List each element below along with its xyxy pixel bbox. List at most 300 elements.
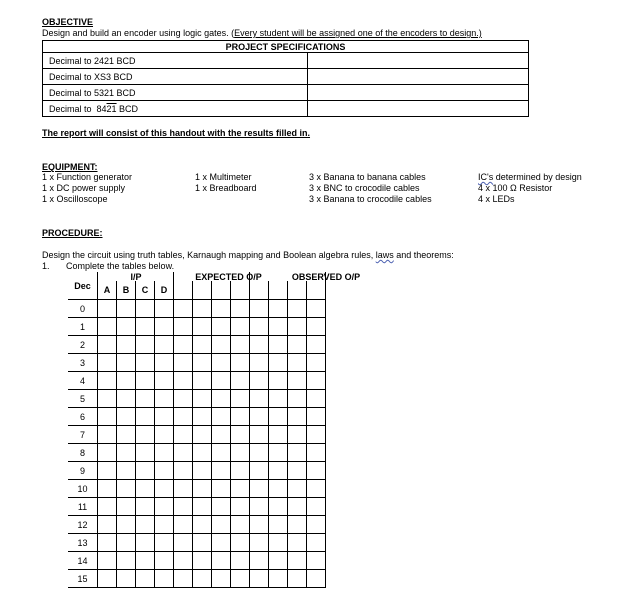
input-cell[interactable] bbox=[117, 534, 136, 552]
dec-value: 12 bbox=[68, 516, 98, 534]
observed-output-cell[interactable] bbox=[307, 444, 326, 462]
dec-value: 13 bbox=[68, 534, 98, 552]
expected-output-cell[interactable] bbox=[212, 516, 231, 534]
expected-output-cell[interactable] bbox=[231, 498, 250, 516]
input-cell[interactable] bbox=[98, 570, 117, 588]
observed-output-cell[interactable] bbox=[307, 552, 326, 570]
spec-option: Decimal to 5321 BCD bbox=[43, 85, 308, 101]
equipment-item: 1 x Multimeter bbox=[195, 172, 252, 182]
dec-value: 6 bbox=[68, 408, 98, 426]
observed-output-cell[interactable] bbox=[269, 318, 288, 336]
expected-output-cell[interactable] bbox=[193, 300, 212, 318]
observed-output-cell[interactable] bbox=[250, 570, 269, 588]
input-cell[interactable] bbox=[117, 462, 136, 480]
truth-table bbox=[68, 272, 326, 588]
table-row bbox=[68, 444, 326, 462]
input-cell[interactable] bbox=[136, 336, 155, 354]
expected-output-cell[interactable] bbox=[212, 552, 231, 570]
table-row bbox=[68, 462, 326, 480]
observed-output-cell[interactable] bbox=[269, 372, 288, 390]
expected-output-cell[interactable] bbox=[193, 552, 212, 570]
observed-output-cell[interactable] bbox=[288, 462, 307, 480]
observed-output-cell[interactable] bbox=[250, 552, 269, 570]
expected-output-cell[interactable] bbox=[193, 318, 212, 336]
output-header-cell bbox=[250, 281, 269, 300]
header-spacer bbox=[212, 272, 231, 281]
expected-output-cell[interactable] bbox=[231, 390, 250, 408]
equipment-col-4 bbox=[478, 172, 582, 205]
observed-output-cell[interactable] bbox=[269, 552, 288, 570]
dec-value: 7 bbox=[68, 426, 98, 444]
table-row bbox=[68, 318, 326, 336]
dec-header: Dec bbox=[68, 281, 98, 300]
expected-output-cell[interactable] bbox=[212, 390, 231, 408]
table-row bbox=[68, 480, 326, 498]
table-row bbox=[68, 516, 326, 534]
objective-heading: OBJECTIVE bbox=[42, 17, 94, 27]
expected-output-cell[interactable] bbox=[231, 354, 250, 372]
expected-output-cell[interactable] bbox=[212, 372, 231, 390]
observed-output-cell[interactable] bbox=[288, 300, 307, 318]
input-cell[interactable] bbox=[136, 372, 155, 390]
input-cell[interactable] bbox=[117, 300, 136, 318]
expected-output-cell[interactable] bbox=[212, 408, 231, 426]
input-cell[interactable] bbox=[136, 390, 155, 408]
expected-output-cell[interactable] bbox=[212, 336, 231, 354]
expected-output-cell[interactable] bbox=[193, 390, 212, 408]
observed-output-cell[interactable] bbox=[307, 480, 326, 498]
input-cell[interactable] bbox=[98, 354, 117, 372]
output-header-cell bbox=[212, 281, 231, 300]
input-cell[interactable] bbox=[155, 336, 174, 354]
input-cell[interactable] bbox=[117, 480, 136, 498]
input-cell[interactable] bbox=[117, 498, 136, 516]
observed-output-cell[interactable] bbox=[307, 426, 326, 444]
observed-output-cell[interactable] bbox=[288, 372, 307, 390]
output-header-cell bbox=[174, 281, 193, 300]
input-cell[interactable] bbox=[98, 516, 117, 534]
spec-selection-cell[interactable] bbox=[308, 101, 529, 117]
equipment-item: 1 x Breadboard bbox=[195, 183, 257, 193]
spec-option-overlined-digits: 21 bbox=[106, 103, 117, 114]
observed-output-cell[interactable] bbox=[288, 444, 307, 462]
observed-output-cell[interactable] bbox=[269, 336, 288, 354]
observed-output-cell[interactable] bbox=[288, 534, 307, 552]
header-spacer bbox=[307, 272, 326, 281]
output-header-cell bbox=[288, 281, 307, 300]
header-spacer bbox=[288, 272, 307, 281]
expected-output-cell[interactable] bbox=[212, 498, 231, 516]
input-header-b: B bbox=[117, 281, 136, 300]
spec-option-suffix: BCD bbox=[116, 103, 139, 114]
expected-output-cell[interactable] bbox=[193, 462, 212, 480]
equipment-heading: EQUIPMENT: bbox=[42, 162, 98, 172]
table-row bbox=[68, 408, 326, 426]
expected-output-cell[interactable] bbox=[212, 534, 231, 552]
expected-output-cell[interactable] bbox=[231, 444, 250, 462]
observed-output-cell[interactable] bbox=[269, 462, 288, 480]
expected-output-cell[interactable] bbox=[231, 552, 250, 570]
input-cell[interactable] bbox=[98, 408, 117, 426]
expected-output-cell[interactable] bbox=[193, 444, 212, 462]
observed-output-cell[interactable] bbox=[250, 318, 269, 336]
equipment-item: 1 x DC power supply bbox=[42, 183, 126, 193]
observed-output-cell[interactable] bbox=[269, 480, 288, 498]
observed-output-cell[interactable] bbox=[288, 336, 307, 354]
expected-output-cell[interactable] bbox=[231, 318, 250, 336]
expected-output-cell[interactable] bbox=[231, 570, 250, 588]
expected-output-cell[interactable] bbox=[193, 570, 212, 588]
expected-output-cell[interactable] bbox=[174, 318, 193, 336]
spec-option: Decimal to 2421 BCD bbox=[43, 53, 308, 69]
input-cell[interactable] bbox=[98, 552, 117, 570]
expected-output-cell[interactable] bbox=[212, 426, 231, 444]
expected-output-cell[interactable] bbox=[231, 516, 250, 534]
equipment-col-3 bbox=[309, 172, 432, 205]
dec-header-spacer bbox=[68, 272, 98, 281]
input-cell[interactable] bbox=[155, 552, 174, 570]
observed-output-cell[interactable] bbox=[250, 354, 269, 372]
equipment-item: 3 x Banana to banana cables bbox=[309, 172, 426, 182]
expected-output-cell[interactable] bbox=[212, 300, 231, 318]
table-row bbox=[68, 426, 326, 444]
expected-output-cell[interactable] bbox=[193, 372, 212, 390]
expected-output-cell[interactable] bbox=[231, 462, 250, 480]
input-cell[interactable] bbox=[98, 462, 117, 480]
spec-row bbox=[43, 101, 529, 117]
input-cell[interactable] bbox=[98, 426, 117, 444]
observed-output-cell[interactable] bbox=[250, 498, 269, 516]
ip-label: I/P bbox=[130, 272, 142, 282]
dec-value: 2 bbox=[68, 336, 98, 354]
expected-output-cell[interactable] bbox=[231, 408, 250, 426]
observed-output-cell[interactable] bbox=[288, 516, 307, 534]
observed-output-cell[interactable] bbox=[250, 534, 269, 552]
input-cell[interactable] bbox=[155, 318, 174, 336]
equipment-item: 4 x LEDs bbox=[478, 194, 515, 204]
expected-output-cell[interactable] bbox=[212, 570, 231, 588]
header-spacer bbox=[155, 272, 174, 281]
expected-output-cell[interactable] bbox=[193, 480, 212, 498]
expected-output-cell[interactable] bbox=[193, 354, 212, 372]
expected-output-cell[interactable] bbox=[193, 336, 212, 354]
procedure-step-number: 1. bbox=[42, 261, 50, 271]
input-cell[interactable] bbox=[155, 408, 174, 426]
observed-output-cell[interactable] bbox=[307, 462, 326, 480]
dec-value: 14 bbox=[68, 552, 98, 570]
input-cell[interactable] bbox=[117, 570, 136, 588]
observed-output-cell[interactable] bbox=[250, 336, 269, 354]
expected-output-cell[interactable] bbox=[174, 336, 193, 354]
input-header-d: D bbox=[155, 281, 174, 300]
expected-output-cell[interactable] bbox=[174, 552, 193, 570]
equipment-col-1 bbox=[42, 172, 132, 205]
observed-output-cell[interactable] bbox=[307, 498, 326, 516]
observed-output-cell[interactable] bbox=[288, 498, 307, 516]
table-row bbox=[68, 354, 326, 372]
observed-output-cell[interactable] bbox=[288, 552, 307, 570]
observed-output-cell[interactable] bbox=[307, 516, 326, 534]
expected-output-cell[interactable] bbox=[231, 336, 250, 354]
observed-output-cell[interactable] bbox=[250, 516, 269, 534]
input-cell[interactable] bbox=[117, 516, 136, 534]
observed-output-cell[interactable] bbox=[269, 408, 288, 426]
spec-header: PROJECT SPECIFICATIONS bbox=[43, 41, 529, 53]
output-header-cell bbox=[231, 281, 250, 300]
observed-output-cell[interactable] bbox=[269, 498, 288, 516]
input-cell[interactable] bbox=[136, 444, 155, 462]
dec-value: 10 bbox=[68, 480, 98, 498]
table-row bbox=[68, 372, 326, 390]
observed-output-cell[interactable] bbox=[269, 426, 288, 444]
observed-output-cell[interactable] bbox=[307, 390, 326, 408]
expected-output-cell[interactable] bbox=[231, 480, 250, 498]
input-cell[interactable] bbox=[155, 426, 174, 444]
observed-output-cell[interactable] bbox=[288, 480, 307, 498]
equipment-item: 3 x Banana to crocodile cables bbox=[309, 194, 432, 204]
observed-op-label: OBSERVED O/P bbox=[291, 272, 361, 282]
input-cell[interactable] bbox=[98, 372, 117, 390]
observed-output-cell[interactable] bbox=[269, 390, 288, 408]
input-cell[interactable] bbox=[136, 426, 155, 444]
input-cell[interactable] bbox=[136, 354, 155, 372]
observed-output-cell[interactable] bbox=[288, 390, 307, 408]
expected-output-cell[interactable] bbox=[212, 354, 231, 372]
observed-output-cell[interactable] bbox=[307, 354, 326, 372]
equipment-item bbox=[478, 172, 582, 183]
observed-output-cell[interactable] bbox=[250, 408, 269, 426]
observed-output-cell[interactable] bbox=[288, 408, 307, 426]
input-cell[interactable] bbox=[98, 300, 117, 318]
equipment-ics-rest: determined by design bbox=[493, 172, 582, 182]
expected-output-cell[interactable] bbox=[193, 534, 212, 552]
expected-output-cell[interactable] bbox=[174, 300, 193, 318]
input-cell[interactable] bbox=[136, 300, 155, 318]
input-cell[interactable] bbox=[98, 444, 117, 462]
input-header-a: A bbox=[98, 281, 117, 300]
input-cell[interactable] bbox=[117, 372, 136, 390]
observed-output-cell[interactable] bbox=[250, 462, 269, 480]
input-cell[interactable] bbox=[117, 426, 136, 444]
observed-output-cell[interactable] bbox=[250, 372, 269, 390]
observed-output-cell[interactable] bbox=[269, 444, 288, 462]
expected-output-cell[interactable] bbox=[212, 480, 231, 498]
input-cell[interactable] bbox=[136, 318, 155, 336]
observed-output-cell[interactable] bbox=[269, 534, 288, 552]
dec-value: 5 bbox=[68, 390, 98, 408]
expected-output-cell[interactable] bbox=[193, 408, 212, 426]
observed-output-cell[interactable] bbox=[307, 300, 326, 318]
expected-output-cell[interactable] bbox=[231, 534, 250, 552]
dec-value: 0 bbox=[68, 300, 98, 318]
input-cell[interactable] bbox=[136, 480, 155, 498]
input-cell[interactable] bbox=[98, 390, 117, 408]
expected-output-cell[interactable] bbox=[174, 462, 193, 480]
dec-value: 1 bbox=[68, 318, 98, 336]
input-cell[interactable] bbox=[136, 516, 155, 534]
input-cell[interactable] bbox=[117, 408, 136, 426]
input-cell[interactable] bbox=[155, 480, 174, 498]
observed-output-cell[interactable] bbox=[269, 516, 288, 534]
header-spacer bbox=[136, 272, 155, 281]
project-specifications-table bbox=[42, 40, 529, 117]
equipment-item: 3 x BNC to crocodile cables bbox=[309, 183, 420, 193]
input-cell[interactable] bbox=[136, 408, 155, 426]
dec-value: 15 bbox=[68, 570, 98, 588]
expected-output-cell[interactable] bbox=[174, 426, 193, 444]
input-header-c: C bbox=[136, 281, 155, 300]
procedure-laws-word: laws bbox=[375, 250, 394, 260]
input-cell[interactable] bbox=[117, 444, 136, 462]
header-spacer bbox=[193, 272, 212, 281]
expected-output-cell[interactable] bbox=[212, 462, 231, 480]
spec-option bbox=[43, 101, 308, 117]
dec-value: 3 bbox=[68, 354, 98, 372]
dec-value: 11 bbox=[68, 498, 98, 516]
expected-output-cell[interactable] bbox=[193, 516, 212, 534]
input-cell[interactable] bbox=[117, 354, 136, 372]
input-cell[interactable] bbox=[155, 444, 174, 462]
procedure-heading: PROCEDURE: bbox=[42, 228, 103, 238]
input-cell[interactable] bbox=[155, 300, 174, 318]
output-header-cell bbox=[193, 281, 212, 300]
observed-output-cell[interactable] bbox=[288, 318, 307, 336]
input-cell[interactable] bbox=[98, 480, 117, 498]
header-spacer bbox=[98, 272, 117, 281]
expected-output-cell[interactable] bbox=[193, 498, 212, 516]
expected-output-cell[interactable] bbox=[174, 372, 193, 390]
dec-value: 9 bbox=[68, 462, 98, 480]
table-row bbox=[68, 498, 326, 516]
procedure-description bbox=[42, 250, 454, 261]
input-cell[interactable] bbox=[136, 534, 155, 552]
observed-output-cell[interactable] bbox=[250, 480, 269, 498]
expected-output-cell[interactable] bbox=[231, 372, 250, 390]
equipment-item: 1 x Function generator bbox=[42, 172, 133, 182]
spec-option: Decimal to XS3 BCD bbox=[43, 69, 308, 85]
input-cell[interactable] bbox=[155, 516, 174, 534]
expected-output-cell[interactable] bbox=[174, 390, 193, 408]
header-spacer bbox=[250, 272, 269, 281]
observed-output-cell[interactable] bbox=[250, 426, 269, 444]
input-cell[interactable] bbox=[117, 390, 136, 408]
input-cell[interactable] bbox=[136, 552, 155, 570]
observed-output-cell[interactable] bbox=[288, 426, 307, 444]
input-cell[interactable] bbox=[155, 534, 174, 552]
expected-output-cell[interactable] bbox=[174, 408, 193, 426]
spec-row bbox=[43, 85, 529, 101]
spec-selection-cell[interactable] bbox=[308, 69, 529, 85]
spec-row bbox=[43, 69, 529, 85]
input-cell[interactable] bbox=[155, 354, 174, 372]
dec-value: 4 bbox=[68, 372, 98, 390]
objective-text-start: Design and build an encoder using logic gates. ( bbox=[42, 28, 235, 38]
expected-output-cell[interactable] bbox=[174, 354, 193, 372]
equipment-item: 4 x 100 Ω Resistor bbox=[478, 183, 553, 193]
observed-output-cell[interactable] bbox=[307, 570, 326, 588]
equipment-item: 1 x Oscilloscope bbox=[42, 194, 108, 204]
procedure-text-end: and theorems: bbox=[393, 250, 454, 260]
table-row bbox=[68, 552, 326, 570]
output-header-cell bbox=[269, 281, 288, 300]
expected-output-cell[interactable] bbox=[212, 318, 231, 336]
observed-output-cell[interactable] bbox=[250, 444, 269, 462]
observed-output-cell[interactable] bbox=[250, 300, 269, 318]
input-cell[interactable] bbox=[155, 498, 174, 516]
table-row bbox=[68, 300, 326, 318]
report-note: The report will consist of this handout with the results filled in. bbox=[42, 128, 311, 138]
spec-row bbox=[43, 53, 529, 69]
input-cell[interactable] bbox=[117, 336, 136, 354]
input-cell[interactable] bbox=[117, 318, 136, 336]
observed-output-cell[interactable] bbox=[288, 354, 307, 372]
observed-output-cell[interactable] bbox=[269, 570, 288, 588]
input-cell[interactable] bbox=[136, 570, 155, 588]
output-header-cell bbox=[307, 281, 326, 300]
header-spacer bbox=[269, 272, 288, 281]
input-cell[interactable] bbox=[98, 498, 117, 516]
expected-output-cell[interactable] bbox=[231, 426, 250, 444]
dec-value: 8 bbox=[68, 444, 98, 462]
observed-output-cell[interactable] bbox=[250, 390, 269, 408]
input-cell[interactable] bbox=[136, 498, 155, 516]
input-cell[interactable] bbox=[98, 336, 117, 354]
input-cell[interactable] bbox=[155, 372, 174, 390]
expected-output-cell[interactable] bbox=[174, 570, 193, 588]
objective-text bbox=[42, 28, 482, 39]
expected-output-cell[interactable] bbox=[174, 480, 193, 498]
observed-output-cell[interactable] bbox=[269, 354, 288, 372]
input-cell[interactable] bbox=[155, 390, 174, 408]
expected-output-cell[interactable] bbox=[174, 498, 193, 516]
objective-text-underlined: Every student will be assigned one of the encoders to design.) bbox=[234, 28, 482, 38]
table-row bbox=[68, 390, 326, 408]
equipment-ics-word: IC's bbox=[478, 172, 494, 182]
observed-output-cell[interactable] bbox=[307, 318, 326, 336]
spec-selection-cell[interactable] bbox=[308, 85, 529, 101]
input-cell[interactable] bbox=[98, 534, 117, 552]
expected-output-cell[interactable] bbox=[212, 444, 231, 462]
table-row bbox=[68, 570, 326, 588]
table-row bbox=[68, 336, 326, 354]
procedure-text-start: Design the circuit using truth tables, Karnaugh mapping and Boolean algebra rules, bbox=[42, 250, 376, 260]
spec-selection-cell[interactable] bbox=[308, 53, 529, 69]
procedure-step-text: Complete the tables below. bbox=[66, 261, 175, 271]
observed-output-cell[interactable] bbox=[307, 336, 326, 354]
expected-output-cell[interactable] bbox=[174, 444, 193, 462]
input-cell[interactable] bbox=[98, 318, 117, 336]
input-cell[interactable] bbox=[155, 462, 174, 480]
header-spacer bbox=[231, 272, 250, 281]
equipment-col-2 bbox=[195, 172, 257, 194]
observed-output-cell[interactable] bbox=[269, 300, 288, 318]
expected-output-cell[interactable] bbox=[174, 516, 193, 534]
input-cell[interactable] bbox=[136, 462, 155, 480]
table-row bbox=[68, 534, 326, 552]
expected-output-cell[interactable] bbox=[193, 426, 212, 444]
input-cell[interactable] bbox=[117, 552, 136, 570]
spec-option-prefix: Decimal to 84 bbox=[49, 103, 107, 114]
header-spacer bbox=[117, 272, 136, 281]
observed-output-cell[interactable] bbox=[307, 372, 326, 390]
header-spacer bbox=[174, 272, 193, 281]
observed-output-cell[interactable] bbox=[307, 408, 326, 426]
expected-output-cell[interactable] bbox=[174, 534, 193, 552]
input-cell[interactable] bbox=[155, 570, 174, 588]
expected-output-cell[interactable] bbox=[231, 300, 250, 318]
observed-output-cell[interactable] bbox=[307, 534, 326, 552]
observed-output-cell[interactable] bbox=[288, 570, 307, 588]
